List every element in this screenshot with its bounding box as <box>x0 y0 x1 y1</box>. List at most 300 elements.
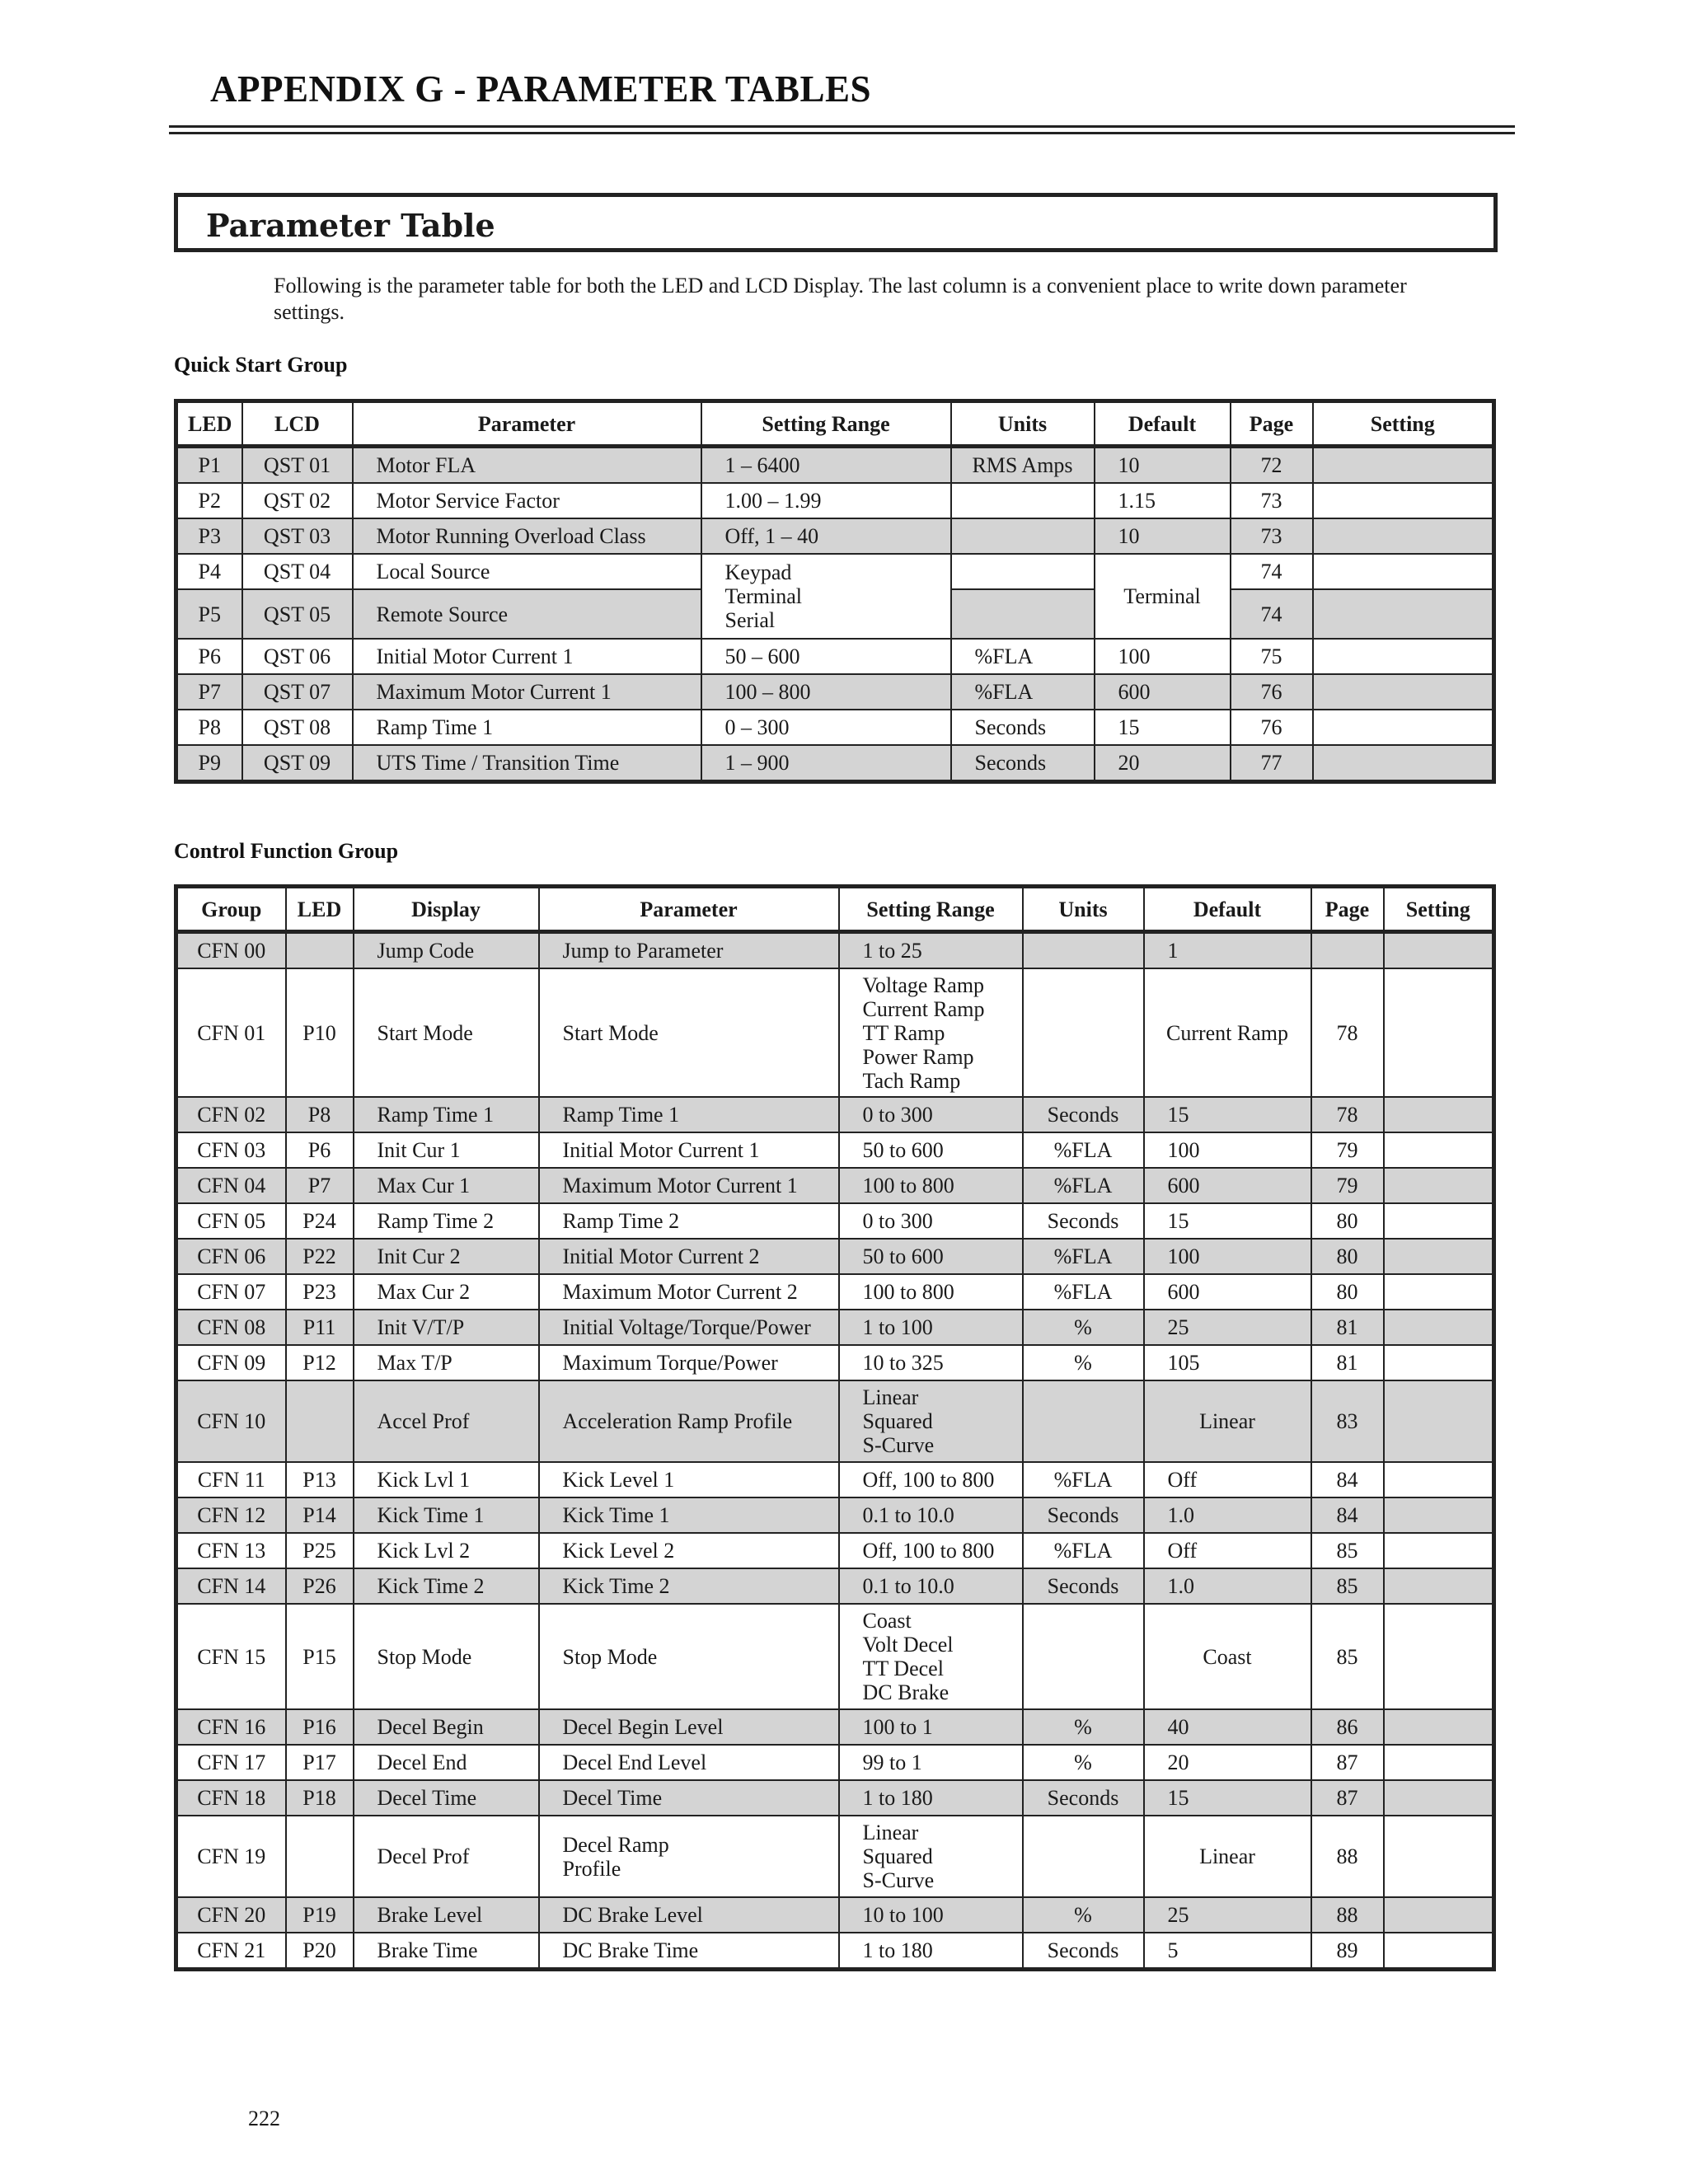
default-cell: 40 <box>1144 1709 1311 1745</box>
display-cell: Max Cur 1 <box>354 1168 539 1203</box>
units-cell: % <box>1023 1709 1144 1745</box>
page-cell: 84 <box>1311 1462 1384 1497</box>
range-cell: Voltage Ramp Current Ramp TT Ramp Power Ramp Tach Ramp <box>839 968 1023 1097</box>
group-cell: CFN 21 <box>176 1933 286 1970</box>
led-cell: P25 <box>286 1533 354 1568</box>
column-header: Units <box>1023 887 1144 932</box>
setting-cell[interactable] <box>1313 518 1494 554</box>
range-cell: 0.1 to 10.0 <box>839 1497 1023 1533</box>
led-cell <box>286 1816 354 1897</box>
display-cell: Kick Lvl 1 <box>354 1462 539 1497</box>
lcd-cell: QST 09 <box>242 745 353 782</box>
parameter-cell: Initial Voltage/Torque/Power <box>539 1310 839 1345</box>
units-cell: %FLA <box>951 674 1095 710</box>
range-cell: Off, 1 – 40 <box>701 518 951 554</box>
units-cell: Seconds <box>951 745 1095 782</box>
parameter-cell: Initial Motor Current 1 <box>539 1132 839 1168</box>
default-cell: 20 <box>1144 1745 1311 1780</box>
led-cell: P12 <box>286 1345 354 1380</box>
default-cell: Off <box>1144 1533 1311 1568</box>
range-cell: Coast Volt Decel TT Decel DC Brake <box>839 1604 1023 1709</box>
display-cell: Decel Time <box>354 1780 539 1816</box>
page-cell <box>1311 932 1384 969</box>
group-cell: CFN 06 <box>176 1239 286 1274</box>
setting-cell[interactable] <box>1384 1168 1494 1203</box>
setting-cell[interactable] <box>1384 1345 1494 1380</box>
table-row <box>176 932 1494 969</box>
setting-cell[interactable] <box>1384 1497 1494 1533</box>
group-cell: CFN 20 <box>176 1897 286 1933</box>
led-cell: P14 <box>286 1497 354 1533</box>
led-cell <box>286 932 354 969</box>
led-cell: P22 <box>286 1239 354 1274</box>
range-cell: 0 to 300 <box>839 1097 1023 1132</box>
setting-cell[interactable] <box>1384 1274 1494 1310</box>
units-cell: %FLA <box>1023 1462 1144 1497</box>
page-cell: 79 <box>1311 1168 1384 1203</box>
setting-cell[interactable] <box>1313 674 1494 710</box>
led-cell <box>286 1380 354 1462</box>
parameter-cell: Maximum Torque/Power <box>539 1345 839 1380</box>
default-cell: Terminal <box>1095 554 1231 639</box>
display-cell: Init Cur 2 <box>354 1239 539 1274</box>
units-cell: Seconds <box>1023 1097 1144 1132</box>
group-cell: CFN 16 <box>176 1709 286 1745</box>
group-cell: CFN 08 <box>176 1310 286 1345</box>
page-cell: 85 <box>1311 1533 1384 1568</box>
units-cell: %FLA <box>1023 1274 1144 1310</box>
setting-cell[interactable] <box>1384 1533 1494 1568</box>
led-cell: P9 <box>176 745 242 782</box>
led-cell: P10 <box>286 968 354 1097</box>
quick-start-header-row <box>176 401 1494 447</box>
range-cell: 50 to 600 <box>839 1132 1023 1168</box>
table-row <box>176 745 1494 782</box>
setting-cell[interactable] <box>1384 1780 1494 1816</box>
led-cell: P20 <box>286 1933 354 1970</box>
default-cell: 25 <box>1144 1897 1311 1933</box>
parameter-cell: Kick Time 2 <box>539 1568 839 1604</box>
group-cell: CFN 15 <box>176 1604 286 1709</box>
led-cell: P26 <box>286 1568 354 1604</box>
column-header: Default <box>1095 401 1231 447</box>
table-row <box>176 1933 1494 1970</box>
default-cell: 1 <box>1144 932 1311 969</box>
page-cell: 73 <box>1231 483 1313 518</box>
units-cell: Seconds <box>951 710 1095 745</box>
column-header: Setting Range <box>839 887 1023 932</box>
table-row <box>176 1604 1494 1709</box>
parameter-cell: Decel End Level <box>539 1745 839 1780</box>
control-function-heading: Control Function Group <box>174 839 399 863</box>
led-cell: P8 <box>286 1097 354 1132</box>
group-cell: CFN 19 <box>176 1816 286 1897</box>
setting-cell[interactable] <box>1384 968 1494 1097</box>
column-header: Group <box>176 887 286 932</box>
group-cell: CFN 14 <box>176 1568 286 1604</box>
control-function-header-row <box>176 887 1494 932</box>
page-cell: 88 <box>1311 1897 1384 1933</box>
display-cell: Accel Prof <box>354 1380 539 1462</box>
column-header: Units <box>951 401 1095 447</box>
default-cell: 1.0 <box>1144 1497 1311 1533</box>
group-cell: CFN 18 <box>176 1780 286 1816</box>
intro-paragraph: Following is the parameter table for both the LED and LCD Display. The last column is a convenient place to write down parameter settings. <box>274 274 1407 324</box>
units-cell <box>1023 1816 1144 1897</box>
column-header: LED <box>286 887 354 932</box>
parameter-cell: Stop Mode <box>539 1604 839 1709</box>
page-cell: 78 <box>1311 968 1384 1097</box>
led-cell: P15 <box>286 1604 354 1709</box>
table-row <box>176 1497 1494 1533</box>
table-row <box>176 1310 1494 1345</box>
range-cell: 1 – 6400 <box>701 447 951 484</box>
setting-cell[interactable] <box>1313 483 1494 518</box>
default-cell: 15 <box>1144 1203 1311 1239</box>
setting-cell[interactable] <box>1384 1745 1494 1780</box>
led-cell: P18 <box>286 1780 354 1816</box>
header-rule-top <box>169 125 1515 128</box>
table-row <box>176 1745 1494 1780</box>
units-cell <box>951 589 1095 639</box>
units-cell: Seconds <box>1023 1497 1144 1533</box>
page-cell: 74 <box>1231 589 1313 639</box>
display-cell: Ramp Time 1 <box>354 1097 539 1132</box>
table-row <box>176 518 1494 554</box>
led-cell: P6 <box>176 639 242 674</box>
table-row <box>176 1533 1494 1568</box>
led-cell: P1 <box>176 447 242 484</box>
lcd-cell: QST 08 <box>242 710 353 745</box>
setting-cell[interactable] <box>1384 1897 1494 1933</box>
default-cell: 5 <box>1144 1933 1311 1970</box>
parameter-cell: DC Brake Time <box>539 1933 839 1970</box>
group-cell: CFN 04 <box>176 1168 286 1203</box>
parameter-cell: Motor Service Factor <box>353 483 701 518</box>
parameter-cell: Jump to Parameter <box>539 932 839 969</box>
page-number: 222 <box>248 2107 280 2130</box>
column-header: Page <box>1311 887 1384 932</box>
page-header-title: APPENDIX G - PARAMETER TABLES <box>210 68 872 110</box>
setting-cell[interactable] <box>1384 1709 1494 1745</box>
parameter-cell: Acceleration Ramp Profile <box>539 1380 839 1462</box>
range-cell: Off, 100 to 800 <box>839 1533 1023 1568</box>
range-cell: Off, 100 to 800 <box>839 1462 1023 1497</box>
quick-start-heading: Quick Start Group <box>174 353 348 377</box>
default-cell: 25 <box>1144 1310 1311 1345</box>
range-cell: Linear Squared S-Curve <box>839 1816 1023 1897</box>
units-cell <box>1023 932 1144 969</box>
range-cell: 1 to 25 <box>839 932 1023 969</box>
table-row <box>176 1568 1494 1604</box>
parameter-cell: Decel Begin Level <box>539 1709 839 1745</box>
section-title-box <box>174 193 1498 252</box>
display-cell: Max Cur 2 <box>354 1274 539 1310</box>
group-cell: CFN 01 <box>176 968 286 1097</box>
units-cell: % <box>1023 1345 1144 1380</box>
range-cell: 50 to 600 <box>839 1239 1023 1274</box>
range-cell: 1.00 – 1.99 <box>701 483 951 518</box>
default-cell: 15 <box>1144 1780 1311 1816</box>
page-cell: 80 <box>1311 1274 1384 1310</box>
page-cell: 87 <box>1311 1745 1384 1780</box>
parameter-cell: Start Mode <box>539 968 839 1097</box>
page-cell: 88 <box>1311 1816 1384 1897</box>
led-cell: P3 <box>176 518 242 554</box>
units-cell: %FLA <box>1023 1239 1144 1274</box>
default-cell: 600 <box>1095 674 1231 710</box>
parameter-cell: Ramp Time 1 <box>353 710 701 745</box>
units-cell <box>1023 1604 1144 1709</box>
default-cell: Current Ramp <box>1144 968 1311 1097</box>
lcd-cell: QST 01 <box>242 447 353 484</box>
setting-cell[interactable] <box>1313 589 1494 639</box>
table-row <box>176 968 1494 1097</box>
parameter-cell: UTS Time / Transition Time <box>353 745 701 782</box>
led-cell: P11 <box>286 1310 354 1345</box>
table-row <box>176 1132 1494 1168</box>
page-cell: 72 <box>1231 447 1313 484</box>
display-cell: Ramp Time 2 <box>354 1203 539 1239</box>
default-cell: 100 <box>1144 1239 1311 1274</box>
units-cell: %FLA <box>1023 1533 1144 1568</box>
table-row <box>176 1462 1494 1497</box>
range-cell: 100 to 800 <box>839 1168 1023 1203</box>
group-cell: CFN 13 <box>176 1533 286 1568</box>
setting-cell[interactable] <box>1384 1933 1494 1970</box>
default-cell: 20 <box>1095 745 1231 782</box>
led-cell: P5 <box>176 589 242 639</box>
range-cell: Keypad Terminal Serial <box>701 554 951 639</box>
page-cell: 76 <box>1231 710 1313 745</box>
header-rule-bottom <box>169 132 1515 134</box>
column-header: Page <box>1231 401 1313 447</box>
column-header: Setting Range <box>701 401 951 447</box>
default-cell: Coast <box>1144 1604 1311 1709</box>
group-cell: CFN 09 <box>176 1345 286 1380</box>
parameter-cell: Maximum Motor Current 1 <box>353 674 701 710</box>
page-cell: 87 <box>1311 1780 1384 1816</box>
setting-cell[interactable] <box>1384 1310 1494 1345</box>
page-cell: 73 <box>1231 518 1313 554</box>
setting-cell[interactable] <box>1384 1239 1494 1274</box>
units-cell: % <box>1023 1745 1144 1780</box>
setting-cell[interactable] <box>1384 1604 1494 1709</box>
units-cell: Seconds <box>1023 1780 1144 1816</box>
setting-cell[interactable] <box>1384 932 1494 969</box>
parameter-cell: Kick Time 1 <box>539 1497 839 1533</box>
display-cell: Stop Mode <box>354 1604 539 1709</box>
range-cell: 10 to 325 <box>839 1345 1023 1380</box>
lcd-cell: QST 03 <box>242 518 353 554</box>
units-cell: % <box>1023 1310 1144 1345</box>
default-cell: 15 <box>1144 1097 1311 1132</box>
page-cell: 85 <box>1311 1568 1384 1604</box>
page-cell: 89 <box>1311 1933 1384 1970</box>
table-row <box>176 1274 1494 1310</box>
setting-cell[interactable] <box>1384 1568 1494 1604</box>
led-cell: P4 <box>176 554 242 589</box>
page-cell: 77 <box>1231 745 1313 782</box>
range-cell: 100 to 800 <box>839 1274 1023 1310</box>
units-cell: Seconds <box>1023 1933 1144 1970</box>
default-cell: 600 <box>1144 1168 1311 1203</box>
setting-cell[interactable] <box>1313 745 1494 782</box>
default-cell: 10 <box>1095 518 1231 554</box>
default-cell: 10 <box>1095 447 1231 484</box>
display-cell: Init V/T/P <box>354 1310 539 1345</box>
page-cell: 79 <box>1311 1132 1384 1168</box>
table-row <box>176 1239 1494 1274</box>
parameter-cell: Maximum Motor Current 2 <box>539 1274 839 1310</box>
table-row <box>176 1897 1494 1933</box>
table-row <box>176 447 1494 484</box>
page-cell: 78 <box>1311 1097 1384 1132</box>
range-cell: 1 to 180 <box>839 1780 1023 1816</box>
units-cell: Seconds <box>1023 1203 1144 1239</box>
units-cell: %FLA <box>951 639 1095 674</box>
led-cell: P7 <box>286 1168 354 1203</box>
setting-cell[interactable] <box>1384 1462 1494 1497</box>
group-cell: CFN 02 <box>176 1097 286 1132</box>
group-cell: CFN 12 <box>176 1497 286 1533</box>
group-cell: CFN 11 <box>176 1462 286 1497</box>
units-cell: %FLA <box>1023 1132 1144 1168</box>
table-row <box>176 1203 1494 1239</box>
column-header: Display <box>354 887 539 932</box>
table-row <box>176 639 1494 674</box>
column-header: Parameter <box>539 887 839 932</box>
group-cell: CFN 17 <box>176 1745 286 1780</box>
table-row <box>176 1709 1494 1745</box>
display-cell: Brake Time <box>354 1933 539 1970</box>
default-cell: Linear <box>1144 1816 1311 1897</box>
units-cell: RMS Amps <box>951 447 1095 484</box>
led-cell: P8 <box>176 710 242 745</box>
setting-cell[interactable] <box>1313 554 1494 589</box>
page-cell: 84 <box>1311 1497 1384 1533</box>
table-row <box>176 554 1494 589</box>
units-cell <box>951 483 1095 518</box>
column-header: Parameter <box>353 401 701 447</box>
range-cell: 100 – 800 <box>701 674 951 710</box>
lcd-cell: QST 06 <box>242 639 353 674</box>
range-cell: 1 to 180 <box>839 1933 1023 1970</box>
column-header: Default <box>1144 887 1311 932</box>
page-cell: 86 <box>1311 1709 1384 1745</box>
led-cell: P2 <box>176 483 242 518</box>
default-cell: 15 <box>1095 710 1231 745</box>
display-cell: Decel Begin <box>354 1709 539 1745</box>
range-cell: 100 to 1 <box>839 1709 1023 1745</box>
page-cell: 76 <box>1231 674 1313 710</box>
default-cell: Linear <box>1144 1380 1311 1462</box>
lcd-cell: QST 05 <box>242 589 353 639</box>
display-cell: Kick Time 2 <box>354 1568 539 1604</box>
page-cell: 85 <box>1311 1604 1384 1709</box>
display-cell: Kick Time 1 <box>354 1497 539 1533</box>
parameter-cell: Maximum Motor Current 1 <box>539 1168 839 1203</box>
units-cell <box>951 518 1095 554</box>
quick-start-table <box>174 399 1496 784</box>
setting-cell[interactable] <box>1384 1203 1494 1239</box>
default-cell: Off <box>1144 1462 1311 1497</box>
setting-cell[interactable] <box>1384 1816 1494 1897</box>
setting-cell[interactable] <box>1313 710 1494 745</box>
units-cell: % <box>1023 1897 1144 1933</box>
units-cell: Seconds <box>1023 1568 1144 1604</box>
setting-cell[interactable] <box>1313 639 1494 674</box>
display-cell: Brake Level <box>354 1897 539 1933</box>
group-cell: CFN 10 <box>176 1380 286 1462</box>
parameter-cell: Decel Ramp Profile <box>539 1816 839 1897</box>
led-cell: P16 <box>286 1709 354 1745</box>
display-cell: Start Mode <box>354 968 539 1097</box>
led-cell: P17 <box>286 1745 354 1780</box>
setting-cell[interactable] <box>1384 1380 1494 1462</box>
default-cell: 100 <box>1095 639 1231 674</box>
page-cell: 83 <box>1311 1380 1384 1462</box>
display-cell: Init Cur 1 <box>354 1132 539 1168</box>
setting-cell[interactable] <box>1384 1097 1494 1132</box>
column-header: LED <box>176 401 242 447</box>
parameter-cell: Ramp Time 2 <box>539 1203 839 1239</box>
range-cell: 1 – 900 <box>701 745 951 782</box>
column-header: Setting <box>1384 887 1494 932</box>
display-cell: Max T/P <box>354 1345 539 1380</box>
parameter-cell: Initial Motor Current 1 <box>353 639 701 674</box>
led-cell: P19 <box>286 1897 354 1933</box>
range-cell: 0 to 300 <box>839 1203 1023 1239</box>
led-cell: P23 <box>286 1274 354 1310</box>
range-cell: 99 to 1 <box>839 1745 1023 1780</box>
table-row <box>176 1345 1494 1380</box>
setting-cell[interactable] <box>1384 1132 1494 1168</box>
display-cell: Jump Code <box>354 932 539 969</box>
table-row <box>176 1816 1494 1897</box>
units-cell: %FLA <box>1023 1168 1144 1203</box>
column-header: Setting <box>1313 401 1494 447</box>
table-row <box>176 710 1494 745</box>
parameter-cell: Ramp Time 1 <box>539 1097 839 1132</box>
range-cell: 1 to 100 <box>839 1310 1023 1345</box>
table-row <box>176 1380 1494 1462</box>
range-cell: 50 – 600 <box>701 639 951 674</box>
default-cell: 1.15 <box>1095 483 1231 518</box>
led-cell: P24 <box>286 1203 354 1239</box>
page-cell: 75 <box>1231 639 1313 674</box>
page-cell: 80 <box>1311 1239 1384 1274</box>
control-function-table <box>174 884 1496 1971</box>
parameter-cell: Motor FLA <box>353 447 701 484</box>
section-title: Parameter Table <box>206 207 495 244</box>
led-cell: P6 <box>286 1132 354 1168</box>
page-cell: 80 <box>1311 1203 1384 1239</box>
group-cell: CFN 00 <box>176 932 286 969</box>
units-cell <box>951 554 1095 589</box>
range-cell: 10 to 100 <box>839 1897 1023 1933</box>
group-cell: CFN 07 <box>176 1274 286 1310</box>
default-cell: 100 <box>1144 1132 1311 1168</box>
setting-cell[interactable] <box>1313 447 1494 484</box>
table-row <box>176 1168 1494 1203</box>
lcd-cell: QST 07 <box>242 674 353 710</box>
parameter-cell: Remote Source <box>353 589 701 639</box>
page-cell: 81 <box>1311 1310 1384 1345</box>
page-cell: 81 <box>1311 1345 1384 1380</box>
range-cell: 0 – 300 <box>701 710 951 745</box>
parameter-cell: Kick Level 1 <box>539 1462 839 1497</box>
